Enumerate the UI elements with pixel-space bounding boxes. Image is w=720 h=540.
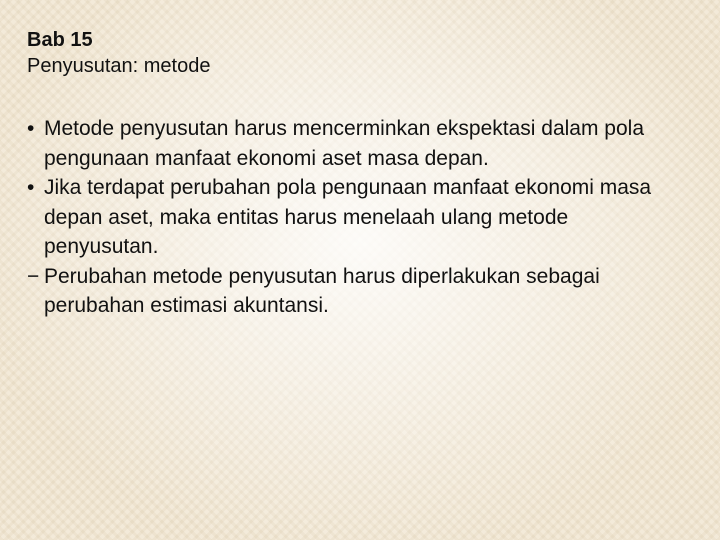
chapter-label: Bab 15 <box>27 29 93 51</box>
bullet-icon: • <box>27 176 35 199</box>
bullet-text: Jika terdapat perubahan pola pengunaan manfaat ekonomi masa depan aset, maka entitas harus menelaah ulang metode penyusutan. <box>44 176 652 258</box>
bullet-list <box>27 114 667 321</box>
dash-icon: − <box>27 264 40 288</box>
bullet-text: Perubahan metode penyusutan harus diperlakukan sebagai perubahan estimasi akuntansi. <box>44 264 600 317</box>
slide-title <box>27 27 687 79</box>
list-item <box>27 262 667 321</box>
list-item <box>27 114 667 173</box>
topic-title: Penyusutan: metode <box>27 55 211 77</box>
bullet-icon: • <box>27 117 35 140</box>
bullet-text: Metode penyusutan harus mencerminkan ekspektasi dalam pola pengunaan manfaat ekonomi aset masa depan. <box>44 117 645 170</box>
list-item <box>27 173 667 262</box>
